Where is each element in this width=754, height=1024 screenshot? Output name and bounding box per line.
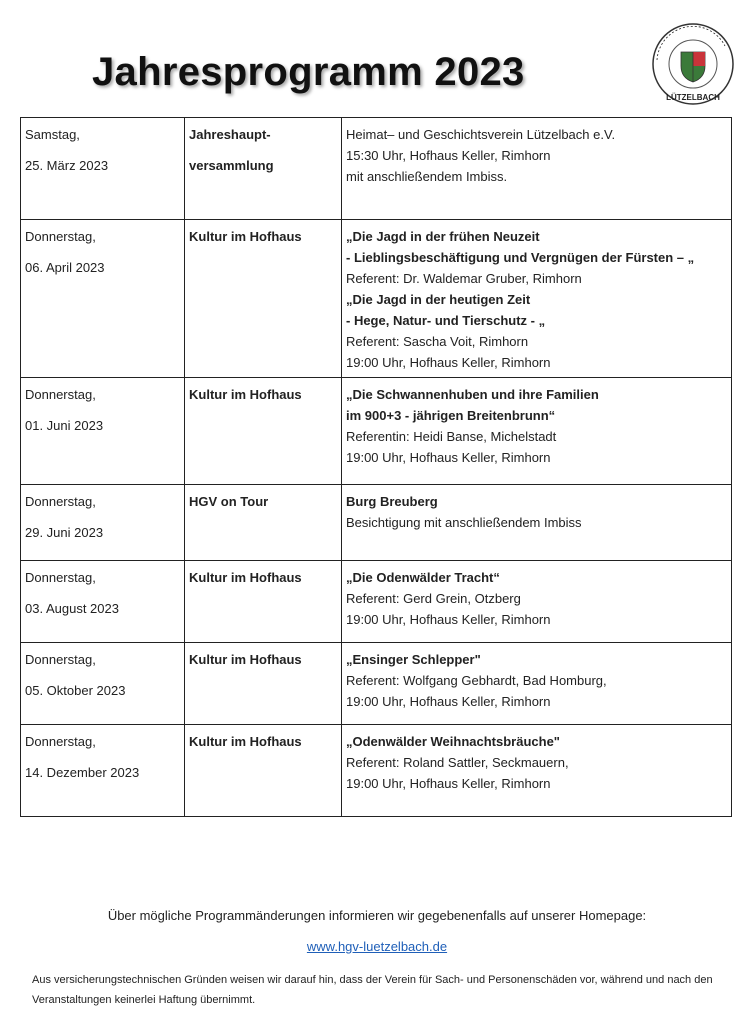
- event-category: Kultur im Hofhaus: [189, 387, 302, 402]
- event-category: Jahreshaupt-: [189, 127, 271, 142]
- event-weekday: Samstag,: [25, 127, 80, 142]
- event-detail-line: Referent: Sascha Voit, Rimhorn: [346, 334, 529, 349]
- event-detail-line: Referent: Wolfgang Gebhardt, Bad Homburg,: [346, 673, 607, 688]
- event-detail-line: Referent: Gerd Grein, Otzberg: [346, 591, 521, 606]
- event-detail-line: - Hege, Natur- und Tierschutz - „: [346, 313, 546, 328]
- event-weekday: Donnerstag,: [25, 494, 96, 509]
- event-category-cell: [185, 725, 342, 817]
- event-detail-line: im 900+3 - jährigen Breitenbrunn“: [346, 408, 556, 423]
- event-detail-line: „Die Schwannenhuben und ihre Familien: [346, 387, 599, 402]
- event-date: 14. Dezember 2023: [25, 765, 140, 780]
- event-date: 06. April 2023: [25, 260, 105, 275]
- event-detail-line: 19:00 Uhr, Hofhaus Keller, Rimhorn: [346, 355, 551, 370]
- event-detail-line: Burg Breuberg: [346, 494, 438, 509]
- event-date-cell: [21, 220, 185, 378]
- event-category: Kultur im Hofhaus: [189, 229, 302, 244]
- event-details-cell: [342, 725, 732, 817]
- event-detail-line: Referentin: Heidi Banse, Michelstadt: [346, 429, 557, 444]
- program-row: [21, 725, 732, 817]
- event-category-cell: [185, 118, 342, 220]
- event-category: Kultur im Hofhaus: [189, 734, 302, 749]
- event-category: Kultur im Hofhaus: [189, 652, 302, 667]
- event-detail-line: 19:00 Uhr, Hofhaus Keller, Rimhorn: [346, 450, 551, 465]
- event-category-cell: [185, 378, 342, 485]
- event-detail-line: „Die Jagd in der frühen Neuzeit: [346, 229, 540, 244]
- event-weekday: Donnerstag,: [25, 570, 96, 585]
- event-detail-line: 19:00 Uhr, Hofhaus Keller, Rimhorn: [346, 694, 551, 709]
- event-category-cell: [185, 485, 342, 561]
- event-details-cell: [342, 643, 732, 725]
- event-date-cell: [21, 118, 185, 220]
- program-row: [21, 378, 732, 485]
- event-details-cell: [342, 118, 732, 220]
- event-detail-line: Referent: Roland Sattler, Seckmauern,: [346, 755, 569, 770]
- homepage-notice: Über mögliche Programmänderungen informieren wir gegebenenfalls auf unserer Homepage:: [107, 908, 647, 923]
- event-category: HGV on Tour: [189, 494, 269, 509]
- event-date: 25. März 2023: [25, 158, 109, 173]
- event-details-cell: [342, 561, 732, 643]
- program-row: [21, 220, 732, 378]
- event-date-cell: [21, 485, 185, 561]
- event-detail-line: „Odenwälder Weihnachtsbräuche": [346, 734, 560, 749]
- program-row: [21, 118, 732, 220]
- event-weekday: Donnerstag,: [25, 387, 96, 402]
- event-date-cell: [21, 561, 185, 643]
- event-detail-line: „Die Odenwälder Tracht“: [346, 570, 500, 585]
- event-weekday: Donnerstag,: [25, 229, 96, 244]
- program-row: [21, 643, 732, 725]
- event-weekday: Donnerstag,: [25, 652, 96, 667]
- logo-bottom-text: LÜTZELBACH: [666, 93, 720, 102]
- event-category: versammlung: [189, 158, 274, 173]
- event-date-cell: [21, 643, 185, 725]
- event-detail-line: Heimat– und Geschichtsverein Lützelbach e.V.: [346, 127, 616, 142]
- homepage-link[interactable]: www.hgv-luetzelbach.de: [306, 939, 448, 954]
- event-date-cell: [21, 378, 185, 485]
- program-table: [20, 117, 732, 817]
- program-row: [21, 561, 732, 643]
- program-row: [21, 485, 732, 561]
- event-detail-line: 19:00 Uhr, Hofhaus Keller, Rimhorn: [346, 612, 551, 627]
- event-detail-line: Besichtigung mit anschließendem Imbiss: [346, 515, 582, 530]
- event-details-cell: [342, 378, 732, 485]
- event-detail-line: 15:30 Uhr, Hofhaus Keller, Rimhorn: [346, 148, 551, 163]
- event-category-cell: [185, 561, 342, 643]
- event-detail-line: „Ensinger Schlepper": [346, 652, 481, 667]
- event-date: 05. Oktober 2023: [25, 683, 126, 698]
- event-detail-line: - Lieblingsbeschäftigung und Vergnügen der Fürsten – „: [346, 250, 695, 265]
- event-date: 29. Juni 2023: [25, 525, 104, 540]
- event-detail-line: mit anschließendem Imbiss.: [346, 169, 508, 184]
- page-title: Jahresprogramm 2023: [92, 50, 525, 94]
- event-date-cell: [21, 725, 185, 817]
- event-detail-line: 19:00 Uhr, Hofhaus Keller, Rimhorn: [346, 776, 551, 791]
- event-category: Kultur im Hofhaus: [189, 570, 302, 585]
- event-category-cell: [185, 643, 342, 725]
- event-category-cell: [185, 220, 342, 378]
- event-date: 03. August 2023: [25, 601, 119, 616]
- event-detail-line: Referent: Dr. Waldemar Gruber, Rimhorn: [346, 271, 582, 286]
- event-detail-line: „Die Jagd in der heutigen Zeit: [346, 292, 531, 307]
- event-details-cell: [342, 485, 732, 561]
- liability-disclaimer: Aus versicherungstechnischen Gründen weisen wir darauf hin, dass der Verein für Sach- und Personenschäden vor, während und nach den Veranstaltungen keinerlei Haftung übernimmt.: [32, 974, 713, 1006]
- event-weekday: Donnerstag,: [25, 734, 96, 749]
- club-logo: [645, 20, 741, 106]
- event-details-cell: [342, 220, 732, 378]
- event-date: 01. Juni 2023: [25, 418, 104, 433]
